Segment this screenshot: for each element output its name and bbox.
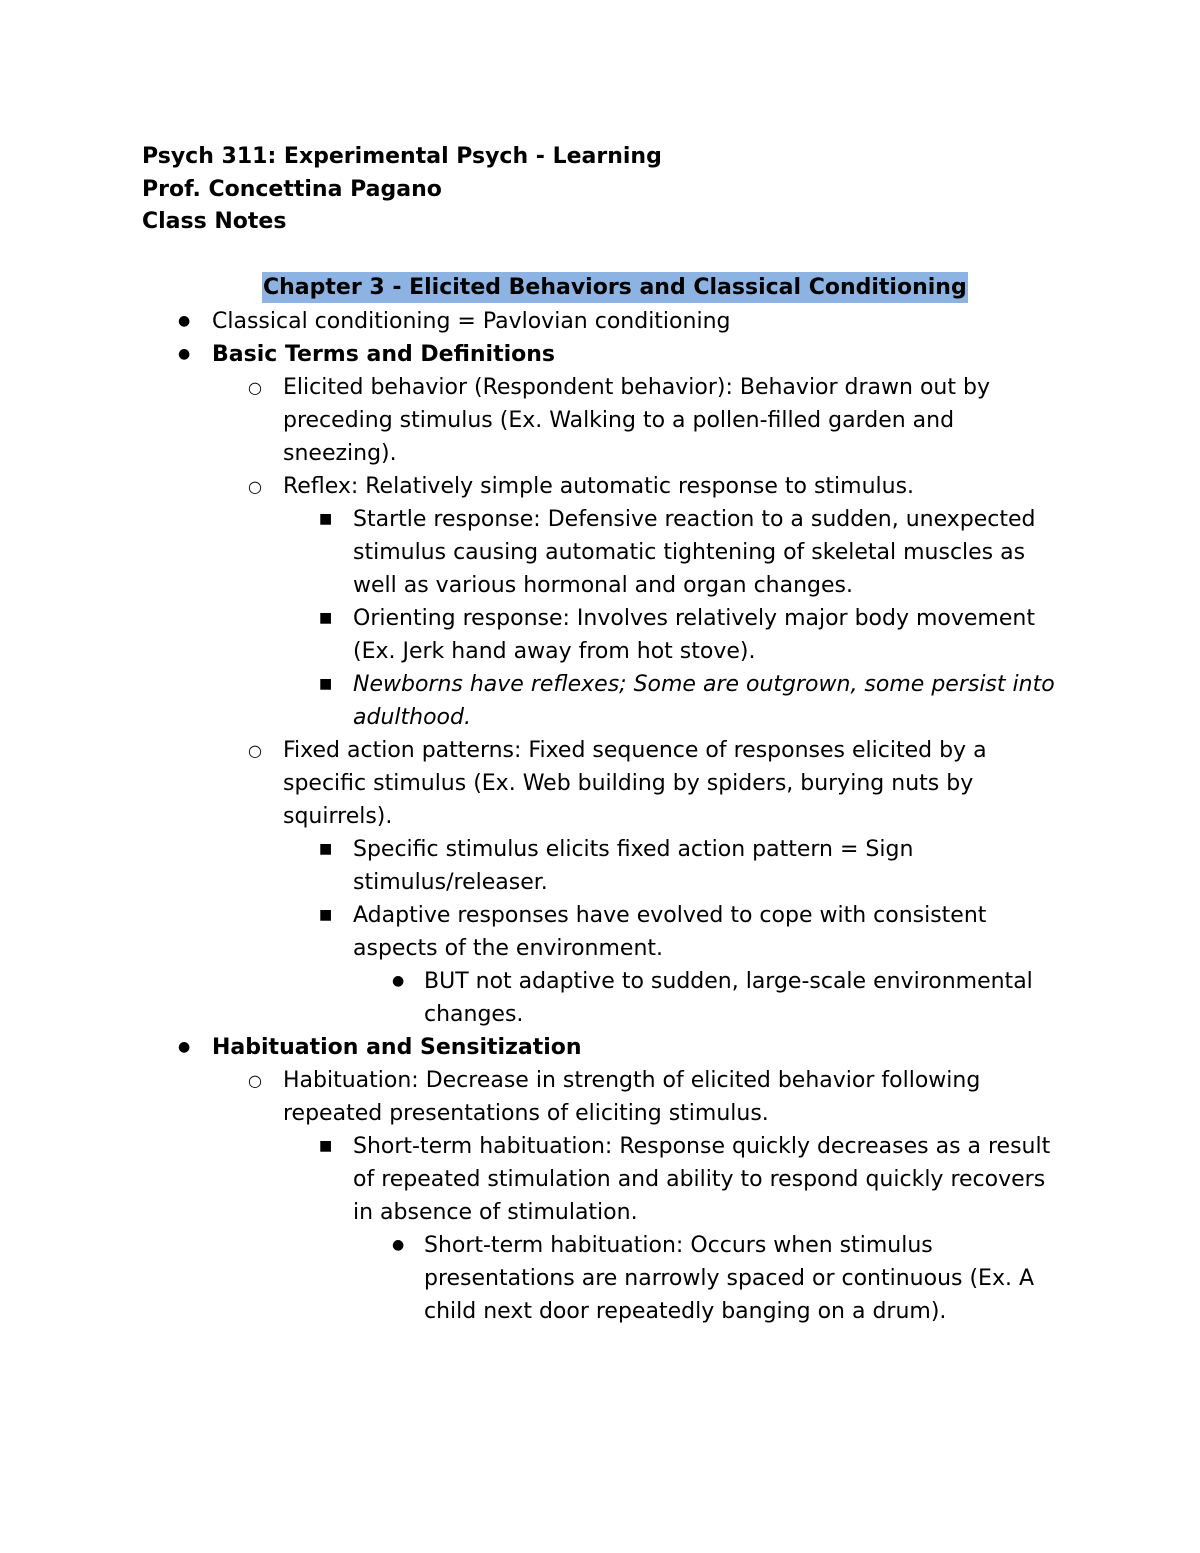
list-item-text: BUT not adaptive to sudden, large-scale environmental changes. [424,969,1033,1027]
document-type: Class Notes [142,209,287,234]
bullet-filled-icon: ● [392,1237,405,1253]
list-item-text: Reflex: Relatively simple automatic response to stimulus. [283,474,915,499]
list-item [319,1130,1063,1229]
list-item [248,371,1063,470]
list-item-text: Fixed action patterns: Fixed sequence of responses elicited by a specific stimulus (Ex. Web building by spiders, burying nuts by squirrels). [283,738,987,829]
bullet-filled-icon: ● [178,313,191,329]
bullet-filled-icon: ● [178,1039,191,1055]
list-item-text: Newborns have reflexes; Some are outgrown, some persist into adulthood. [353,672,1055,730]
bullet-filled-icon: ● [392,973,405,989]
bullet-square-icon: ■ [319,676,333,692]
list-item-text: Classical conditioning = Pavlovian conditioning [212,309,731,334]
list-item-text: Short-term habituation: Occurs when stimulus presentations are narrowly spaced or continuous (Ex. A child next door repeatedly banging on a drum). [424,1233,1035,1324]
list-item [248,734,1063,833]
section-heading: Basic Terms and Definitions [212,342,556,367]
list-item [392,1229,1064,1328]
bullet-filled-icon: ● [178,346,191,362]
section-heading: Habituation and Sensitization [212,1035,582,1060]
list-item-text: Startle response: Defensive reaction to a sudden, unexpected stimulus causing automatic tightening of skeletal muscles as well as various hormonal and organ changes. [353,507,1036,598]
list-item [178,1031,1062,1064]
bullet-square-icon: ■ [319,511,333,527]
list-item [248,1064,1063,1130]
list-item [178,338,1062,371]
chapter-heading: Chapter 3 - Elicited Behaviors and Classical Conditioning [262,272,968,303]
notes-outline [0,305,1064,1328]
bullet-hollow-icon: ○ [248,477,262,496]
list-item [178,305,1062,338]
list-item-text: Short-term habituation: Response quickly decreases as a result of repeated stimulation and ability to respond quickly recovers in absence of stimulation. [353,1134,1051,1225]
list-item [248,470,1063,503]
bullet-square-icon: ■ [319,610,333,626]
course-title: Psych 311: Experimental Psych - Learning [142,144,662,169]
professor-name: Prof. Concettina Pagano [142,177,442,202]
bullet-hollow-icon: ○ [248,378,262,397]
list-item [319,602,1063,668]
list-item [319,899,1063,965]
bullet-square-icon: ■ [319,907,333,923]
list-item-text: Adaptive responses have evolved to cope with consistent aspects of the environment. [353,903,987,961]
list-item [319,833,1063,899]
list-item [319,668,1063,734]
bullet-square-icon: ■ [319,841,333,857]
list-item-text: Specific stimulus elicits fixed action pattern = Sign stimulus/releaser. [353,837,914,895]
list-item-text: Orienting response: Involves relatively major body movement (Ex. Jerk hand away from hot stove). [353,606,1035,664]
bullet-hollow-icon: ○ [248,1071,262,1090]
list-item-text: Habituation: Decrease in strength of elicited behavior following repeated presentations of eliciting stimulus. [283,1068,981,1126]
list-item [319,503,1063,602]
list-item-text: Elicited behavior (Respondent behavior): Behavior drawn out by preceding stimulus (Ex. Walking to a pollen-filled garden and sneezing). [283,375,990,466]
bullet-square-icon: ■ [319,1138,333,1154]
bullet-hollow-icon: ○ [248,741,262,760]
list-item [392,965,1064,1031]
